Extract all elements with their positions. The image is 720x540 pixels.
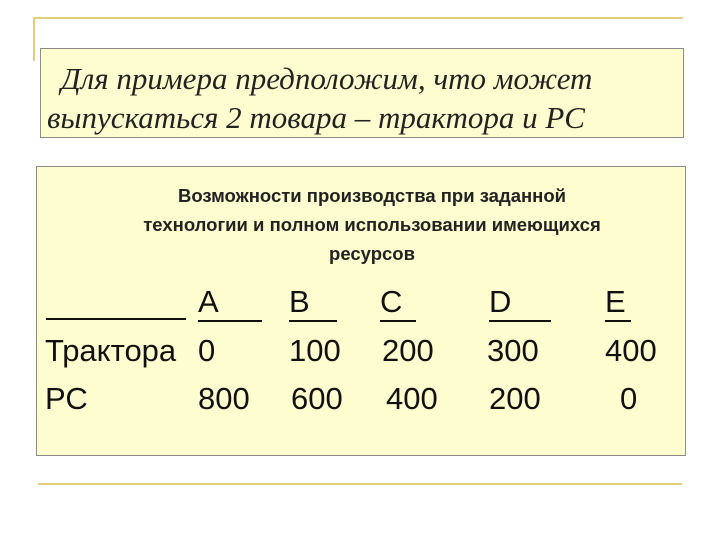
slide-title xyxy=(47,59,677,137)
cell-pc-a: 800 xyxy=(198,381,250,416)
cell-tractors-a: 0 xyxy=(198,333,216,368)
title-box xyxy=(40,48,684,138)
column-header-e: E xyxy=(605,284,631,322)
cell-pc-e: 0 xyxy=(620,381,638,416)
cell-tractors-c: 200 xyxy=(382,333,434,368)
caption-line-3: ресурсов xyxy=(329,243,415,264)
cell-pc-c: 400 xyxy=(386,381,438,416)
title-line-2: выпускаться 2 товара – трактора и РС xyxy=(47,100,585,135)
header-blank-underline xyxy=(46,318,186,320)
table-caption xyxy=(57,181,687,268)
column-header-d: D xyxy=(489,284,551,322)
column-header-b: B xyxy=(289,284,337,322)
column-header-a: A xyxy=(198,284,262,322)
row-label-tractors: Трактора xyxy=(45,333,177,368)
row-label-pc: РС xyxy=(45,381,88,416)
cell-tractors-e: 400 xyxy=(605,333,657,368)
caption-line-1: Возможности производства при заданной xyxy=(177,185,567,206)
cell-tractors-b: 100 xyxy=(289,333,341,368)
production-possibilities-box xyxy=(36,166,686,456)
caption-line-2: технологии и полном использовании имеющихся xyxy=(143,214,601,235)
title-line-1: Для примера предположим, что может xyxy=(61,61,593,96)
column-header-c: C xyxy=(380,284,416,322)
cell-pc-d: 200 xyxy=(489,381,541,416)
decorative-rule-top xyxy=(33,17,683,19)
decorative-rule-bottom xyxy=(38,483,682,485)
cell-pc-b: 600 xyxy=(291,381,343,416)
decorative-rule-left xyxy=(33,17,35,61)
cell-tractors-d: 300 xyxy=(487,333,539,368)
